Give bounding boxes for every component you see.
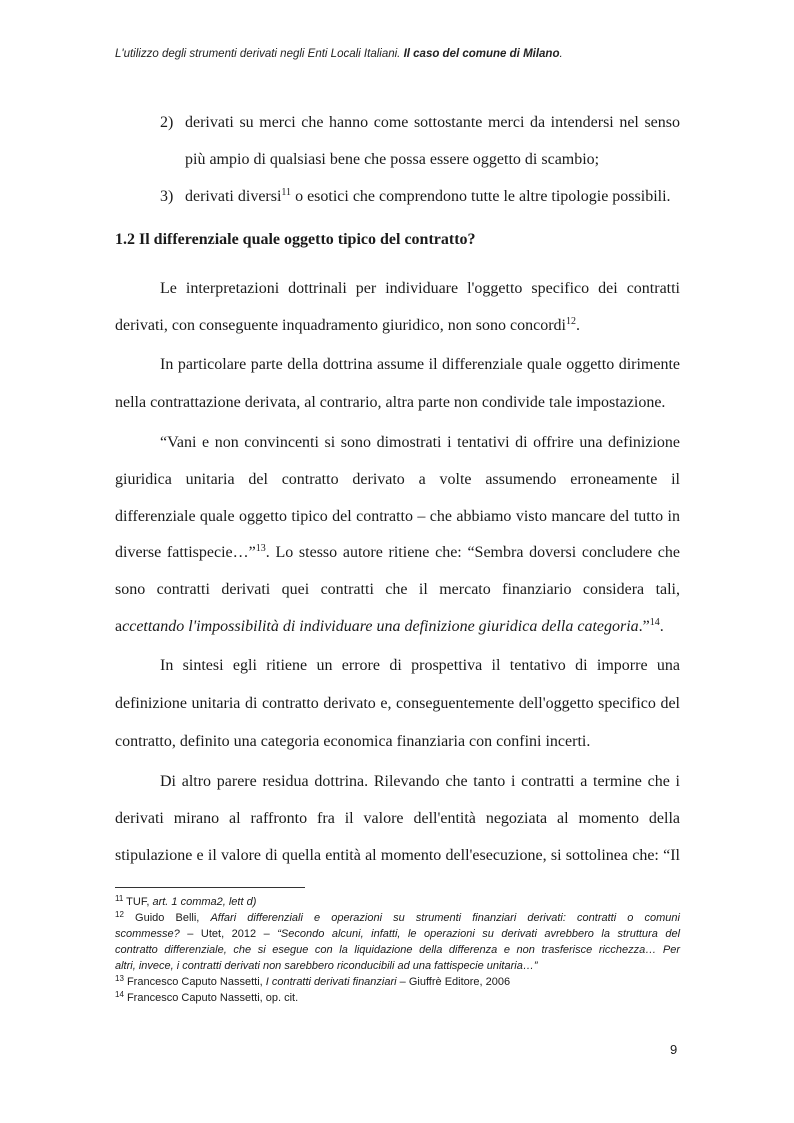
list-item-line: derivati su merci che hanno come sottostante merci da intendersi nel senso: [185, 114, 680, 131]
paragraph-line: In sintesi egli ritiene un errore di prospettiva il tentativo di imporre una: [160, 657, 680, 674]
footnote-ref: 12: [565, 316, 576, 327]
paragraph-line: Le interpretazioni dottrinali per individuare l'oggetto specifico dei contratti: [160, 280, 680, 297]
list-number: 3): [160, 188, 174, 205]
paragraph-line: diverse fattispecie…”$^{13}$. Lo stesso autore ritiene che: “Sembra doversi concludere che: [115, 543, 681, 561]
paragraph-line: giuridica unitaria del contratto derivato a volte assumendo erroneamente il: [115, 471, 680, 488]
footnote-14: $^{14}$ Francesco Caputo Nassetti, op. cit.: [115, 990, 299, 1004]
paragraph-line: stipulazione e il valore di quella entità al momento dell'esecuzione, si sottolinea che: “Il: [115, 847, 680, 864]
running-header: L'utilizzo degli strumenti derivati negli Enti Locali Italiani. Il caso del comune di Milano.: [115, 48, 563, 60]
paragraph-line: “Vani e non convincenti si sono dimostrati i tentativi di offrire una definizione: [160, 434, 680, 451]
footnote-11: $^{11}$ TUF, art. 1 comma2, lett d): [115, 894, 257, 908]
paragraph-line: differenziale quale oggetto tipico del contratto – che abbiamo visto mancare del tutto in: [115, 508, 680, 525]
list-number: 2): [160, 114, 174, 131]
list-item-line: più ampio di qualsiasi bene che possa essere oggetto di scambio;: [185, 151, 600, 168]
paragraph-line: accettando l'impossibilità di individuare una definizione giuridica della categoria.”$^{14}$.: [115, 617, 664, 635]
section-heading: 1.2 Il differenziale quale oggetto tipico del contratto?: [115, 231, 476, 248]
paragraph-line: In particolare parte della dottrina assume il differenziale quale oggetto dirimente: [160, 356, 680, 373]
list-item-line: derivati diversi$^{11}$ o esotici che comprendono tutte le altre tipologie possibili.: [185, 187, 671, 205]
footnote-12-line: contratto differenziale, che si esegue con la liquidazione della differenza e non trasferisce ricchezza… Per: [115, 944, 680, 956]
paragraph-line: sono contratti derivati quei contratti che il mercato finanziario considera tali,: [115, 581, 680, 598]
footnote-13: $^{13}$ Francesco Caputo Nassetti, I contratti derivati finanziari – Giuffrè Editore, 2006: [115, 974, 511, 988]
paragraph-line: derivati mirano al raffronto fra il valore dell'entità negoziata al momento della: [115, 810, 680, 827]
paragraph-line: definizione unitaria di contratto derivato e, conseguentemente dell'oggetto specifico del: [115, 695, 680, 712]
footnote-ref: 11: [281, 187, 292, 198]
footnote-ref: 14: [649, 617, 660, 628]
footnote-ref: 13: [255, 543, 266, 554]
footnote-separator: [115, 887, 305, 888]
footnote-12-line: scommesse? – Utet, 2012 – “Secondo alcuni, infatti, le operazioni su derivati avrebbero la struttura del: [115, 928, 681, 940]
paragraph-line: Di altro parere residua dottrina. Rilevando che tanto i contratti a termine che i: [160, 773, 680, 790]
footnote-12-line: altri, invece, i contratti derivati non sarebbero riconducibili ad una fattispecie unitaria…”: [115, 960, 538, 972]
paragraph-line: contratto, definito una categoria economica finanziaria con confini incerti.: [115, 733, 591, 750]
paragraph-line: nella contrattazione derivata, al contrario, altra parte non condivide tale impostazione.: [115, 394, 666, 411]
footnote-12: $^{12}$ Guido Belli, Affari differenziali e operazioni su strumenti finanziari derivati: contratti o comuni: [115, 910, 680, 924]
page-number: 9: [670, 1042, 678, 1057]
paragraph-line: derivati, con conseguente inquadramento giuridico, non sono concordi$^{12}$.: [115, 316, 580, 334]
